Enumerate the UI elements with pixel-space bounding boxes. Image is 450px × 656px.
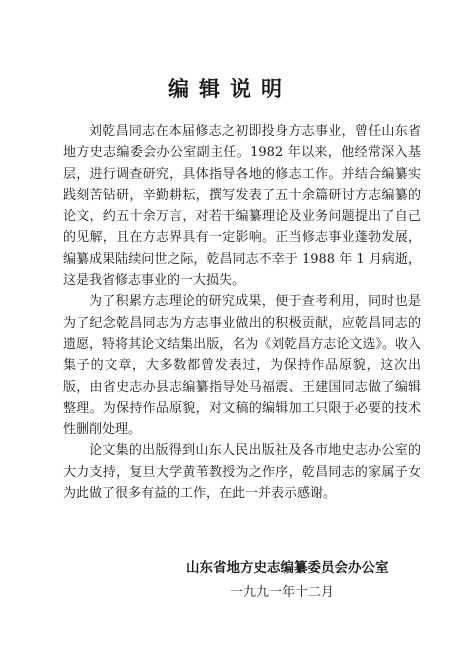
signature-date: 一九九一年十二月 bbox=[230, 585, 335, 600]
signature-organization: 山东省地方史志编纂委员会办公室 bbox=[186, 560, 389, 576]
paragraph-2: 为了积累方志理论的研究成果，便于查考利用，同时也是为了纪念乾昌同志为方志事业做出的积极贡献，应乾昌同志的遗愿，特将其论文结集出版，名为《刘乾昌方志论文选》。收入集子的文章，大多数都曾发表过，为保持作品原貌，这次出版，由省史志办县志编纂指导处马福震、王建国同志做了编辑整理。为保持作品原貌，对文稿的编辑加工只限于必要的技术性删削处理。 bbox=[63, 294, 421, 438]
paragraph-3: 论文集的出版得到山东人民出版社及各市地史志办公室的大力支持，复旦大学黄苇教授为之作序，乾昌同志的家属子女为此做了很多有益的工作，在此一并表示感谢。 bbox=[63, 443, 421, 502]
page-title: 编辑说明 bbox=[168, 76, 292, 101]
document-body bbox=[63, 121, 421, 504]
paragraph-1: 刘乾昌同志在本届修志之初即投身方志事业，曾任山东省地方史志编委会办公室副主任。1982 年以来，他经常深入基层，进行调查研究，具体指导各地的修志工作。并结合编纂实践刻苦钻研，辛勤耕耘，撰写发表了五十余篇研讨方志编纂的论文，约五十余万言，对若干编纂理论及业务问题提出了自己的见解，且在方志界具有一定影响。正当修志事业蓬勃发展，编纂成果陆续问世之际，乾昌同志不幸于 1988 年 1 月病逝，这是我省修志事业的一大损失。 bbox=[63, 124, 421, 289]
